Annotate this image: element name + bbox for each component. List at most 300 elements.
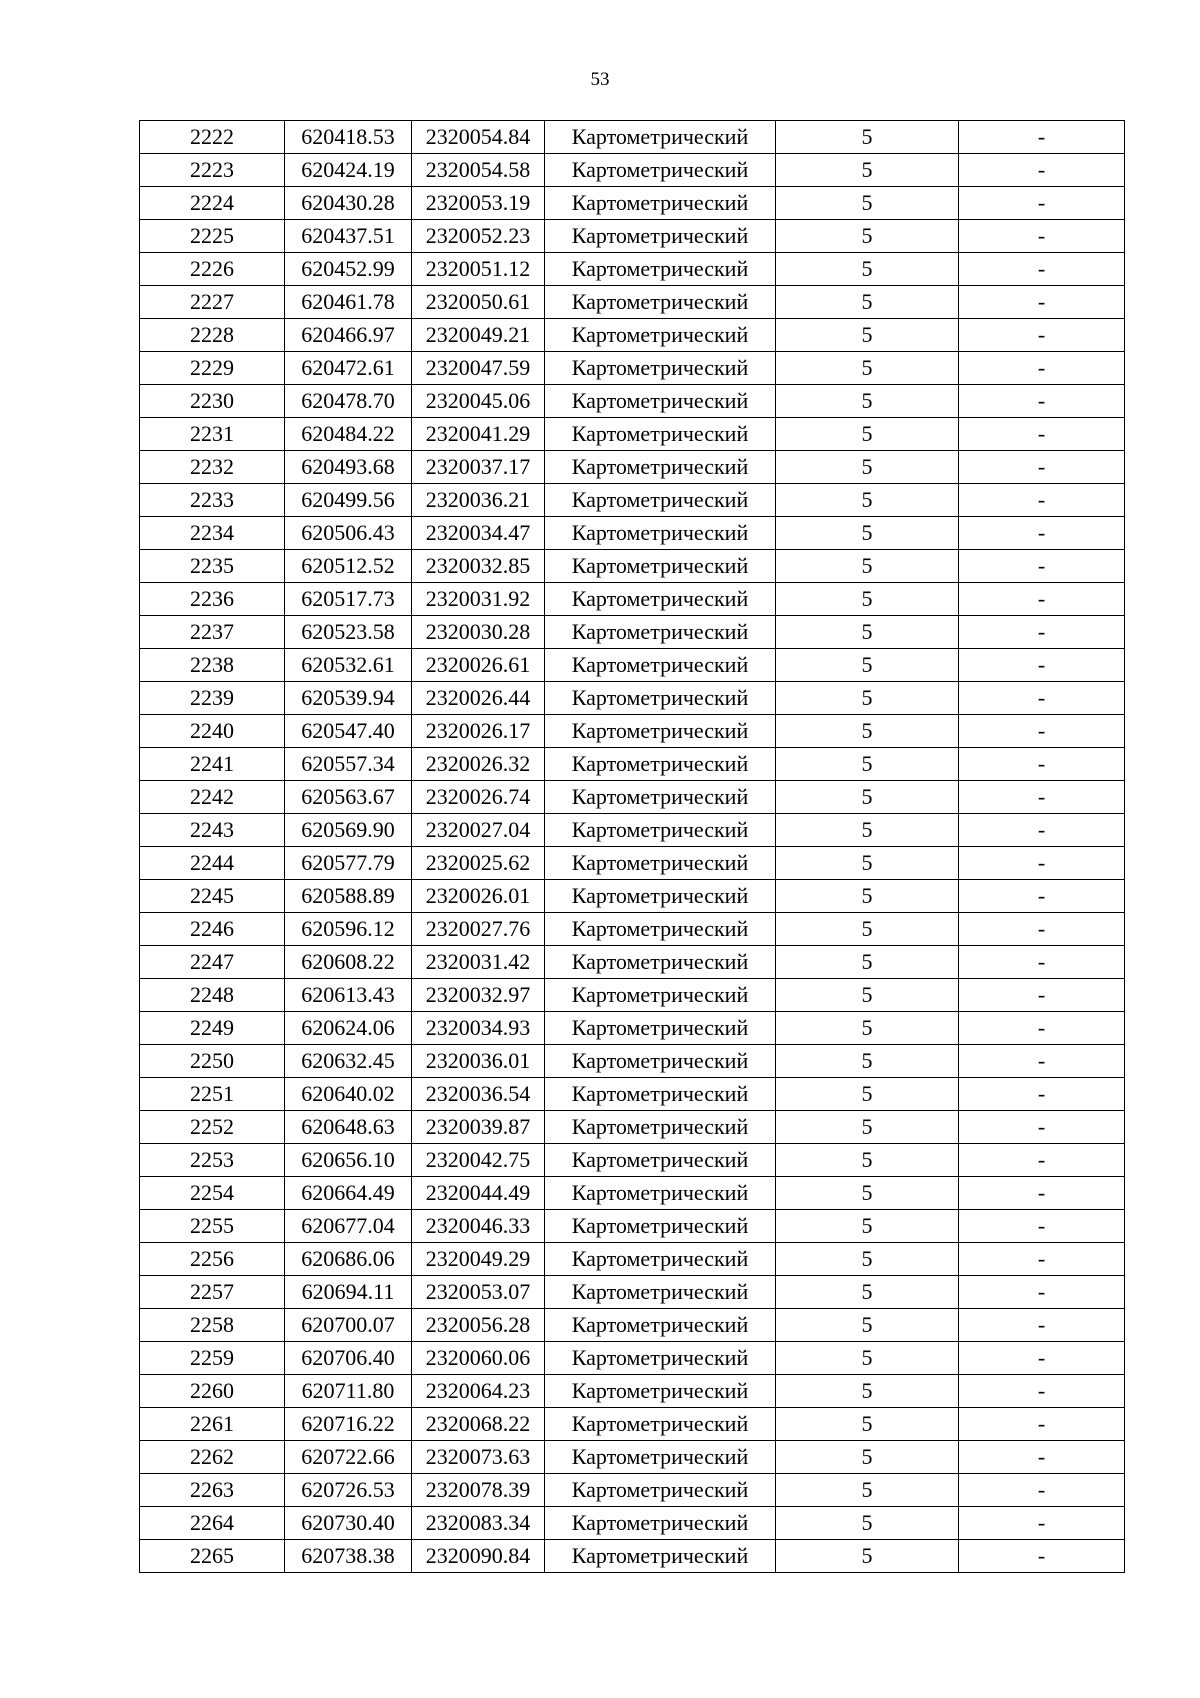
x-coordinate-cell: 620730.40 — [285, 1507, 412, 1540]
point-number-cell: 2245 — [140, 880, 285, 913]
note-cell: - — [959, 1309, 1125, 1342]
note-cell: - — [959, 1111, 1125, 1144]
point-number-cell: 2264 — [140, 1507, 285, 1540]
y-coordinate-cell: 2320026.32 — [412, 748, 545, 781]
point-number-cell: 2262 — [140, 1441, 285, 1474]
precision-cell: 5 — [776, 1111, 959, 1144]
table-row — [140, 1309, 1125, 1342]
x-coordinate-cell: 620563.67 — [285, 781, 412, 814]
method-cell: Картометрический — [545, 187, 776, 220]
y-coordinate-cell: 2320036.54 — [412, 1078, 545, 1111]
note-cell: - — [959, 1243, 1125, 1276]
x-coordinate-cell: 620517.73 — [285, 583, 412, 616]
note-cell: - — [959, 1144, 1125, 1177]
x-coordinate-cell: 620588.89 — [285, 880, 412, 913]
note-cell: - — [959, 616, 1125, 649]
table-row — [140, 1243, 1125, 1276]
method-cell: Картометрический — [545, 1144, 776, 1177]
note-cell: - — [959, 814, 1125, 847]
note-cell: - — [959, 880, 1125, 913]
x-coordinate-cell: 620424.19 — [285, 154, 412, 187]
coordinates-table — [139, 120, 1125, 1573]
y-coordinate-cell: 2320053.19 — [412, 187, 545, 220]
precision-cell: 5 — [776, 946, 959, 979]
x-coordinate-cell: 620461.78 — [285, 286, 412, 319]
note-cell: - — [959, 451, 1125, 484]
y-coordinate-cell: 2320042.75 — [412, 1144, 545, 1177]
point-number-cell: 2256 — [140, 1243, 285, 1276]
precision-cell: 5 — [776, 1408, 959, 1441]
note-cell: - — [959, 583, 1125, 616]
x-coordinate-cell: 620539.94 — [285, 682, 412, 715]
table-row — [140, 913, 1125, 946]
note-cell: - — [959, 781, 1125, 814]
table-row — [140, 649, 1125, 682]
point-number-cell: 2241 — [140, 748, 285, 781]
method-cell: Картометрический — [545, 913, 776, 946]
x-coordinate-cell: 620569.90 — [285, 814, 412, 847]
y-coordinate-cell: 2320026.01 — [412, 880, 545, 913]
table-row — [140, 1507, 1125, 1540]
table-row — [140, 616, 1125, 649]
x-coordinate-cell: 620640.02 — [285, 1078, 412, 1111]
y-coordinate-cell: 2320053.07 — [412, 1276, 545, 1309]
precision-cell: 5 — [776, 418, 959, 451]
x-coordinate-cell: 620484.22 — [285, 418, 412, 451]
point-number-cell: 2229 — [140, 352, 285, 385]
table-row — [140, 1474, 1125, 1507]
point-number-cell: 2253 — [140, 1144, 285, 1177]
y-coordinate-cell: 2320064.23 — [412, 1375, 545, 1408]
method-cell: Картометрический — [545, 649, 776, 682]
table-row — [140, 715, 1125, 748]
y-coordinate-cell: 2320052.23 — [412, 220, 545, 253]
table-row — [140, 781, 1125, 814]
note-cell: - — [959, 946, 1125, 979]
precision-cell: 5 — [776, 1309, 959, 1342]
point-number-cell: 2259 — [140, 1342, 285, 1375]
method-cell: Картометрический — [545, 418, 776, 451]
note-cell: - — [959, 1540, 1125, 1573]
method-cell: Картометрический — [545, 1309, 776, 1342]
table-row — [140, 121, 1125, 154]
table-row — [140, 1045, 1125, 1078]
x-coordinate-cell: 620711.80 — [285, 1375, 412, 1408]
point-number-cell: 2263 — [140, 1474, 285, 1507]
x-coordinate-cell: 620466.97 — [285, 319, 412, 352]
y-coordinate-cell: 2320034.47 — [412, 517, 545, 550]
x-coordinate-cell: 620506.43 — [285, 517, 412, 550]
precision-cell: 5 — [776, 1012, 959, 1045]
method-cell: Картометрический — [545, 1540, 776, 1573]
table-row — [140, 286, 1125, 319]
y-coordinate-cell: 2320050.61 — [412, 286, 545, 319]
note-cell: - — [959, 1441, 1125, 1474]
y-coordinate-cell: 2320036.21 — [412, 484, 545, 517]
x-coordinate-cell: 620547.40 — [285, 715, 412, 748]
table-row — [140, 451, 1125, 484]
table-row — [140, 1375, 1125, 1408]
method-cell: Картометрический — [545, 286, 776, 319]
precision-cell: 5 — [776, 1078, 959, 1111]
x-coordinate-cell: 620532.61 — [285, 649, 412, 682]
table-row — [140, 979, 1125, 1012]
x-coordinate-cell: 620430.28 — [285, 187, 412, 220]
x-coordinate-cell: 620686.06 — [285, 1243, 412, 1276]
x-coordinate-cell: 620613.43 — [285, 979, 412, 1012]
precision-cell: 5 — [776, 253, 959, 286]
precision-cell: 5 — [776, 550, 959, 583]
precision-cell: 5 — [776, 583, 959, 616]
method-cell: Картометрический — [545, 319, 776, 352]
x-coordinate-cell: 620700.07 — [285, 1309, 412, 1342]
x-coordinate-cell: 620437.51 — [285, 220, 412, 253]
y-coordinate-cell: 2320030.28 — [412, 616, 545, 649]
precision-cell: 5 — [776, 1045, 959, 1078]
y-coordinate-cell: 2320027.04 — [412, 814, 545, 847]
x-coordinate-cell: 620632.45 — [285, 1045, 412, 1078]
y-coordinate-cell: 2320047.59 — [412, 352, 545, 385]
x-coordinate-cell: 620706.40 — [285, 1342, 412, 1375]
table-row — [140, 847, 1125, 880]
x-coordinate-cell: 620677.04 — [285, 1210, 412, 1243]
point-number-cell: 2232 — [140, 451, 285, 484]
precision-cell: 5 — [776, 1441, 959, 1474]
x-coordinate-cell: 620656.10 — [285, 1144, 412, 1177]
note-cell: - — [959, 1276, 1125, 1309]
y-coordinate-cell: 2320026.44 — [412, 682, 545, 715]
precision-cell: 5 — [776, 352, 959, 385]
note-cell: - — [959, 286, 1125, 319]
y-coordinate-cell: 2320041.29 — [412, 418, 545, 451]
point-number-cell: 2255 — [140, 1210, 285, 1243]
x-coordinate-cell: 620557.34 — [285, 748, 412, 781]
precision-cell: 5 — [776, 814, 959, 847]
method-cell: Картометрический — [545, 715, 776, 748]
y-coordinate-cell: 2320045.06 — [412, 385, 545, 418]
y-coordinate-cell: 2320039.87 — [412, 1111, 545, 1144]
table-row — [140, 880, 1125, 913]
method-cell: Картометрический — [545, 1408, 776, 1441]
point-number-cell: 2254 — [140, 1177, 285, 1210]
point-number-cell: 2247 — [140, 946, 285, 979]
precision-cell: 5 — [776, 616, 959, 649]
note-cell: - — [959, 550, 1125, 583]
table-row — [140, 1210, 1125, 1243]
note-cell: - — [959, 1342, 1125, 1375]
method-cell: Картометрический — [545, 814, 776, 847]
y-coordinate-cell: 2320090.84 — [412, 1540, 545, 1573]
table-row — [140, 583, 1125, 616]
method-cell: Картометрический — [545, 451, 776, 484]
table-row — [140, 418, 1125, 451]
x-coordinate-cell: 620512.52 — [285, 550, 412, 583]
method-cell: Картометрический — [545, 946, 776, 979]
note-cell: - — [959, 1375, 1125, 1408]
precision-cell: 5 — [776, 517, 959, 550]
note-cell: - — [959, 253, 1125, 286]
point-number-cell: 2252 — [140, 1111, 285, 1144]
method-cell: Картометрический — [545, 781, 776, 814]
table-row — [140, 1078, 1125, 1111]
point-number-cell: 2239 — [140, 682, 285, 715]
x-coordinate-cell: 620523.58 — [285, 616, 412, 649]
note-cell: - — [959, 847, 1125, 880]
method-cell: Картометрический — [545, 550, 776, 583]
x-coordinate-cell: 620716.22 — [285, 1408, 412, 1441]
table-row — [140, 1144, 1125, 1177]
x-coordinate-cell: 620648.63 — [285, 1111, 412, 1144]
y-coordinate-cell: 2320073.63 — [412, 1441, 545, 1474]
point-number-cell: 2224 — [140, 187, 285, 220]
note-cell: - — [959, 352, 1125, 385]
note-cell: - — [959, 1210, 1125, 1243]
note-cell: - — [959, 1408, 1125, 1441]
point-number-cell: 2240 — [140, 715, 285, 748]
precision-cell: 5 — [776, 1276, 959, 1309]
method-cell: Картометрический — [545, 1210, 776, 1243]
method-cell: Картометрический — [545, 682, 776, 715]
note-cell: - — [959, 154, 1125, 187]
method-cell: Картометрический — [545, 253, 776, 286]
method-cell: Картометрический — [545, 1078, 776, 1111]
precision-cell: 5 — [776, 451, 959, 484]
table-row — [140, 253, 1125, 286]
note-cell: - — [959, 1045, 1125, 1078]
x-coordinate-cell: 620499.56 — [285, 484, 412, 517]
precision-cell: 5 — [776, 715, 959, 748]
note-cell: - — [959, 1177, 1125, 1210]
y-coordinate-cell: 2320037.17 — [412, 451, 545, 484]
table-row — [140, 1540, 1125, 1573]
point-number-cell: 2234 — [140, 517, 285, 550]
table-row — [140, 220, 1125, 253]
point-number-cell: 2236 — [140, 583, 285, 616]
precision-cell: 5 — [776, 649, 959, 682]
point-number-cell: 2246 — [140, 913, 285, 946]
table-row — [140, 1342, 1125, 1375]
x-coordinate-cell: 620722.66 — [285, 1441, 412, 1474]
precision-cell: 5 — [776, 286, 959, 319]
note-cell: - — [959, 748, 1125, 781]
x-coordinate-cell: 620738.38 — [285, 1540, 412, 1573]
method-cell: Картометрический — [545, 748, 776, 781]
note-cell: - — [959, 913, 1125, 946]
note-cell: - — [959, 1078, 1125, 1111]
table-row — [140, 1111, 1125, 1144]
precision-cell: 5 — [776, 484, 959, 517]
table-row — [140, 1012, 1125, 1045]
point-number-cell: 2248 — [140, 979, 285, 1012]
table-row — [140, 187, 1125, 220]
precision-cell: 5 — [776, 1177, 959, 1210]
y-coordinate-cell: 2320044.49 — [412, 1177, 545, 1210]
method-cell: Картометрический — [545, 1243, 776, 1276]
y-coordinate-cell: 2320026.17 — [412, 715, 545, 748]
x-coordinate-cell: 620418.53 — [285, 121, 412, 154]
table-row — [140, 682, 1125, 715]
precision-cell: 5 — [776, 913, 959, 946]
y-coordinate-cell: 2320046.33 — [412, 1210, 545, 1243]
precision-cell: 5 — [776, 1210, 959, 1243]
precision-cell: 5 — [776, 1375, 959, 1408]
table-row — [140, 1276, 1125, 1309]
point-number-cell: 2265 — [140, 1540, 285, 1573]
y-coordinate-cell: 2320049.21 — [412, 319, 545, 352]
point-number-cell: 2260 — [140, 1375, 285, 1408]
point-number-cell: 2233 — [140, 484, 285, 517]
point-number-cell: 2227 — [140, 286, 285, 319]
method-cell: Картометрический — [545, 616, 776, 649]
y-coordinate-cell: 2320054.84 — [412, 121, 545, 154]
precision-cell: 5 — [776, 220, 959, 253]
y-coordinate-cell: 2320049.29 — [412, 1243, 545, 1276]
point-number-cell: 2230 — [140, 385, 285, 418]
note-cell: - — [959, 649, 1125, 682]
note-cell: - — [959, 220, 1125, 253]
precision-cell: 5 — [776, 1342, 959, 1375]
x-coordinate-cell: 620726.53 — [285, 1474, 412, 1507]
table-row — [140, 319, 1125, 352]
note-cell: - — [959, 484, 1125, 517]
y-coordinate-cell: 2320036.01 — [412, 1045, 545, 1078]
note-cell: - — [959, 682, 1125, 715]
x-coordinate-cell: 620624.06 — [285, 1012, 412, 1045]
precision-cell: 5 — [776, 1507, 959, 1540]
table-row — [140, 1177, 1125, 1210]
method-cell: Картометрический — [545, 1177, 776, 1210]
y-coordinate-cell: 2320060.06 — [412, 1342, 545, 1375]
x-coordinate-cell: 620664.49 — [285, 1177, 412, 1210]
note-cell: - — [959, 979, 1125, 1012]
method-cell: Картометрический — [545, 121, 776, 154]
note-cell: - — [959, 418, 1125, 451]
y-coordinate-cell: 2320032.97 — [412, 979, 545, 1012]
note-cell: - — [959, 1507, 1125, 1540]
precision-cell: 5 — [776, 748, 959, 781]
method-cell: Картометрический — [545, 979, 776, 1012]
method-cell: Картометрический — [545, 583, 776, 616]
method-cell: Картометрический — [545, 1507, 776, 1540]
coordinates-table-body — [140, 121, 1125, 1573]
precision-cell: 5 — [776, 121, 959, 154]
note-cell: - — [959, 385, 1125, 418]
precision-cell: 5 — [776, 682, 959, 715]
x-coordinate-cell: 620694.11 — [285, 1276, 412, 1309]
y-coordinate-cell: 2320068.22 — [412, 1408, 545, 1441]
x-coordinate-cell: 620608.22 — [285, 946, 412, 979]
y-coordinate-cell: 2320083.34 — [412, 1507, 545, 1540]
method-cell: Картометрический — [545, 1012, 776, 1045]
table-row — [140, 517, 1125, 550]
method-cell: Картометрический — [545, 154, 776, 187]
note-cell: - — [959, 1012, 1125, 1045]
point-number-cell: 2231 — [140, 418, 285, 451]
method-cell: Картометрический — [545, 484, 776, 517]
method-cell: Картометрический — [545, 1474, 776, 1507]
note-cell: - — [959, 715, 1125, 748]
point-number-cell: 2257 — [140, 1276, 285, 1309]
x-coordinate-cell: 620452.99 — [285, 253, 412, 286]
page-number: 53 — [590, 69, 610, 90]
precision-cell: 5 — [776, 979, 959, 1012]
method-cell: Картометрический — [545, 352, 776, 385]
method-cell: Картометрический — [545, 880, 776, 913]
method-cell: Картометрический — [545, 1342, 776, 1375]
point-number-cell: 2225 — [140, 220, 285, 253]
precision-cell: 5 — [776, 187, 959, 220]
method-cell: Картометрический — [545, 385, 776, 418]
precision-cell: 5 — [776, 154, 959, 187]
point-number-cell: 2235 — [140, 550, 285, 583]
precision-cell: 5 — [776, 385, 959, 418]
table-row — [140, 385, 1125, 418]
y-coordinate-cell: 2320025.62 — [412, 847, 545, 880]
note-cell: - — [959, 121, 1125, 154]
y-coordinate-cell: 2320034.93 — [412, 1012, 545, 1045]
point-number-cell: 2238 — [140, 649, 285, 682]
point-number-cell: 2228 — [140, 319, 285, 352]
table-row — [140, 154, 1125, 187]
table-row — [140, 946, 1125, 979]
table-row — [140, 1408, 1125, 1441]
method-cell: Картометрический — [545, 1111, 776, 1144]
point-number-cell: 2242 — [140, 781, 285, 814]
y-coordinate-cell: 2320078.39 — [412, 1474, 545, 1507]
y-coordinate-cell: 2320027.76 — [412, 913, 545, 946]
method-cell: Картометрический — [545, 220, 776, 253]
y-coordinate-cell: 2320031.42 — [412, 946, 545, 979]
method-cell: Картометрический — [545, 1375, 776, 1408]
method-cell: Картометрический — [545, 847, 776, 880]
x-coordinate-cell: 620472.61 — [285, 352, 412, 385]
y-coordinate-cell: 2320054.58 — [412, 154, 545, 187]
table-row — [140, 814, 1125, 847]
x-coordinate-cell: 620577.79 — [285, 847, 412, 880]
point-number-cell: 2258 — [140, 1309, 285, 1342]
table-row — [140, 550, 1125, 583]
point-number-cell: 2251 — [140, 1078, 285, 1111]
point-number-cell: 2261 — [140, 1408, 285, 1441]
method-cell: Картометрический — [545, 517, 776, 550]
point-number-cell: 2226 — [140, 253, 285, 286]
precision-cell: 5 — [776, 1474, 959, 1507]
y-coordinate-cell: 2320056.28 — [412, 1309, 545, 1342]
table-row — [140, 484, 1125, 517]
precision-cell: 5 — [776, 847, 959, 880]
point-number-cell: 2223 — [140, 154, 285, 187]
precision-cell: 5 — [776, 1540, 959, 1573]
point-number-cell: 2243 — [140, 814, 285, 847]
note-cell: - — [959, 1474, 1125, 1507]
precision-cell: 5 — [776, 781, 959, 814]
point-number-cell: 2249 — [140, 1012, 285, 1045]
table-row — [140, 1441, 1125, 1474]
method-cell: Картометрический — [545, 1276, 776, 1309]
note-cell: - — [959, 319, 1125, 352]
y-coordinate-cell: 2320051.12 — [412, 253, 545, 286]
point-number-cell: 2250 — [140, 1045, 285, 1078]
precision-cell: 5 — [776, 1243, 959, 1276]
note-cell: - — [959, 517, 1125, 550]
y-coordinate-cell: 2320031.92 — [412, 583, 545, 616]
precision-cell: 5 — [776, 319, 959, 352]
point-number-cell: 2244 — [140, 847, 285, 880]
method-cell: Картометрический — [545, 1441, 776, 1474]
precision-cell: 5 — [776, 880, 959, 913]
x-coordinate-cell: 620478.70 — [285, 385, 412, 418]
x-coordinate-cell: 620493.68 — [285, 451, 412, 484]
